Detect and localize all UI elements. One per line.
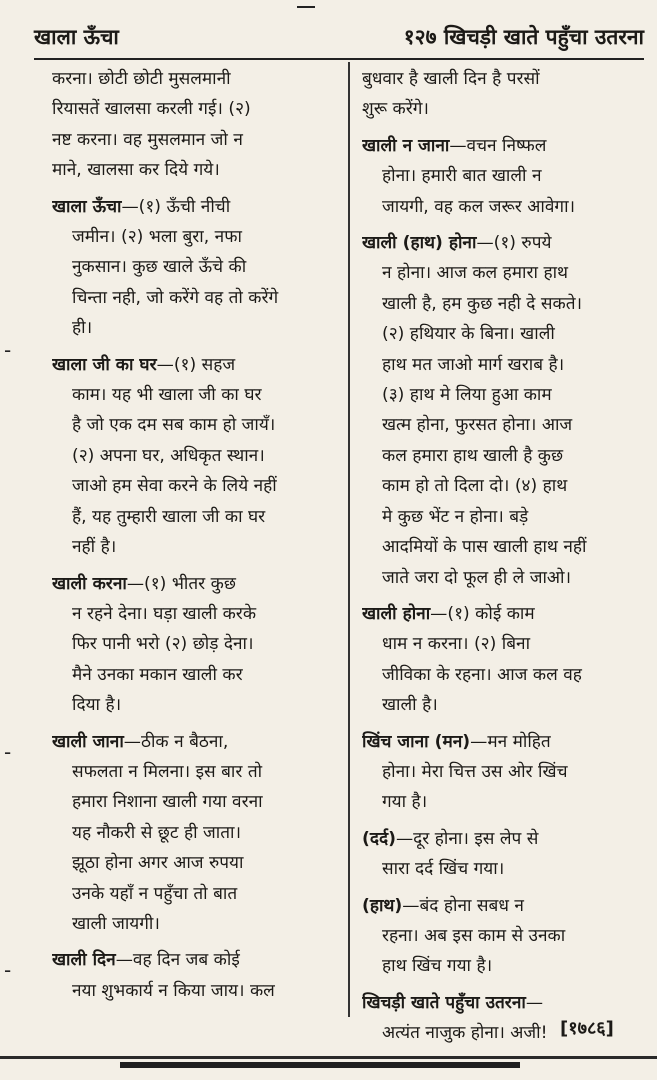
entry-text-line: खाली है। (382, 695, 438, 716)
column-divider (348, 62, 350, 1017)
entry-text-line: नष्ट करना। वह मुसलमान जो न (52, 129, 243, 150)
entry-definition-start: —(१) ऊँची नीची (121, 196, 231, 217)
entry-text-line: माने, खालसा कर दिये गये। (52, 160, 220, 181)
dictionary-entry (52, 350, 342, 563)
entry-text-line: जीविका के रहना। आज कल वह (382, 664, 582, 685)
header-rule (34, 58, 644, 60)
entry-head-line (362, 824, 644, 854)
entry-text-line: उनके यहाँ न पहुँचा तो बात (72, 883, 238, 904)
entry-text-line: मैने उनका मकान खाली कर (72, 664, 243, 685)
entry-definition-start: —ठीक न बैठना, (123, 731, 229, 752)
dictionary-entry (362, 824, 644, 885)
margin-mark: - (4, 338, 12, 362)
entry-head-line (52, 727, 342, 757)
right-column (362, 64, 644, 1055)
dictionary-entry (52, 192, 342, 344)
entry-term: खाली (हाथ) होना (362, 233, 477, 254)
entry-text-line: हाथ मत जाओ मार्ग खराब है। (382, 354, 565, 375)
entry-definition-start: —वह दिन जब कोई (115, 950, 240, 971)
entry-definition-start: —मन मोहित (470, 731, 551, 752)
entry-head-line (362, 599, 644, 629)
dictionary-entry (362, 599, 644, 721)
entry-text-line: जाओ हम सेवा करने के लिये नहीं (72, 476, 277, 497)
entry-text-line: फिर पानी भरो (२) छोड़ देना। (72, 634, 254, 655)
bottom-rule (0, 1056, 657, 1059)
entry-head-line (52, 350, 342, 380)
entry-term: खाली न जाना (362, 135, 450, 156)
page-number: [१७८६] (560, 1018, 614, 1039)
entry-head-line (362, 727, 644, 757)
entry-definition-start: —बंद होना सबध न (402, 895, 524, 916)
entry-head-line (52, 945, 342, 975)
page-header (34, 20, 644, 54)
header-left-guideword: खाला ऊँचा (34, 25, 119, 49)
entry-text-line: झूठा होना अगर आज रुपया (72, 853, 244, 874)
entry-head-line (52, 192, 342, 222)
entry-text-line: चिन्ता नही, जो करेंगे वह तो करेंगे (72, 287, 279, 308)
dictionary-entry (362, 131, 644, 222)
entry-text-line: गया है। (382, 792, 428, 813)
entry-text-line: ही। (72, 318, 93, 339)
entry-text-line: जाते जरा दो फूल ही ले जाओ। (382, 567, 572, 588)
entry-head-line (362, 891, 644, 921)
entry-text-line: नुकसान। कुछ खाले ऊँचे की (72, 257, 247, 278)
entry-term: खाला ऊँचा (52, 196, 122, 217)
bottom-band (120, 1062, 520, 1068)
dictionary-entry (362, 64, 644, 125)
entry-head-line (52, 569, 342, 599)
entry-text-line: करना। छोटी छोटी मुसलमानी (52, 69, 231, 89)
entry-text-line: रहना। अब इस काम से उनका (382, 925, 566, 946)
entry-definition-start: —(१) कोई काम (430, 603, 535, 624)
entry-definition-start: —दूर होना। इस लेप से (395, 828, 539, 849)
entry-text-line: हैं, यह तुम्हारी खाला जी का घर (72, 506, 266, 527)
entry-text-line: नया शुभकार्य न किया जाय। कल (72, 980, 275, 1001)
entry-text-line: कल हमारा हाथ खाली है कुछ (382, 445, 564, 466)
entry-head-line (362, 131, 644, 161)
entry-text-line: शुरू करेंगे। (362, 99, 429, 120)
entry-text-line: आदमियों के पास खाली हाथ नहीं (382, 537, 587, 558)
entry-term: खाला जी का घर (52, 354, 157, 375)
entry-head-line (362, 228, 644, 258)
entry-text-line: दिया है। (72, 695, 122, 716)
entry-text-line: अत्यंत नाजुक होना। अजी! (382, 1023, 548, 1044)
entry-text-line: सारा दर्द खिंच गया। (382, 859, 505, 880)
entry-text-line: नहीं है। (72, 537, 117, 558)
entry-head-line (362, 988, 644, 1018)
margin-mark: - (4, 958, 12, 982)
entry-text-line: हाथ खिंच गया है। (382, 956, 493, 977)
entry-text-line: (३) हाथ मे लिया हुआ काम (382, 385, 552, 406)
dictionary-entry (52, 945, 342, 1006)
entry-text-line: मे कुछ भेंट न होना। बड़े (382, 506, 529, 527)
left-column (52, 64, 342, 1012)
entry-text-line: यह नौकरी से छूट ही जाता। (72, 822, 241, 843)
entry-text-line: जमीन। (२) भला बुरा, नफा (72, 227, 242, 248)
dictionary-entry (362, 891, 644, 982)
entry-text-line: काम। यह भी खाला जी का घर (72, 385, 262, 406)
entry-text-line: काम हो तो दिला दो। (४) हाथ (382, 476, 568, 497)
entry-text-line: न रहने देना। घड़ा खाली करके (72, 603, 257, 624)
entry-definition-start: — (525, 992, 544, 1013)
entry-text-line: सफलता न मिलना। इस बार तो (72, 761, 263, 782)
entry-term: खाली करना (52, 573, 127, 594)
entry-text-line: रियासतें खालसा करली गई। (२) (52, 99, 251, 120)
top-mark (297, 6, 315, 8)
dictionary-entry (52, 64, 342, 186)
entry-text-line: हमारा निशाना खाली गया वरना (72, 792, 263, 813)
margin-mark: - (4, 740, 12, 764)
entry-text-line: खाली है, हम कुछ नही दे सकते। (382, 293, 583, 314)
entry-term: खाली दिन (52, 950, 116, 971)
entry-definition-start: —वचन निष्फल (449, 135, 547, 156)
header-right-guideword: १२७ खिचड़ी खाते पहुँचा उतरना (403, 25, 644, 49)
entry-text-line: (२) हथियार के बिना। खाली (382, 324, 555, 345)
entry-term: खाली होना (362, 603, 431, 624)
entry-text-line: होना। मेरा चित्त उस ओर खिंच (382, 761, 568, 782)
entry-definition-start: —(१) रुपये (476, 233, 552, 254)
entry-term: खिचड़ी खाते पहुँचा उतरना (362, 992, 526, 1013)
entry-term: खाली जाना (52, 731, 124, 752)
dictionary-entry (52, 569, 342, 721)
entry-term: (हाथ) (362, 895, 403, 916)
entry-text-line: न होना। आज कल हमारा हाथ (382, 263, 569, 284)
entry-text-line: बुधवार है खाली दिन है परसों (362, 69, 540, 89)
dictionary-entry (362, 228, 644, 593)
entry-text-line: खाली जायगी। (72, 913, 160, 934)
entry-definition-start: —(१) भीतर कुछ (126, 573, 236, 594)
entry-text-line: (२) अपना घर, अधिकृत स्थान। (72, 445, 265, 466)
entry-term: खिंच जाना (मन) (362, 731, 471, 752)
entry-text-line: धाम न करना। (२) बिना (382, 634, 531, 655)
entry-text-line: है जो एक दम सब काम हो जायँ। (72, 415, 276, 436)
entry-text-line: जायगी, वह कल जरूर आवेगा। (382, 196, 576, 217)
dictionary-entry (52, 727, 342, 940)
entry-text-line: होना। हमारी बात खाली न (382, 166, 542, 187)
dictionary-entry (362, 727, 644, 818)
entry-term: (दर्द) (362, 828, 396, 849)
entry-definition-start: —(१) सहज (156, 354, 236, 375)
entry-text-line: खत्म होना, फुरसत होना। आज (382, 415, 573, 436)
